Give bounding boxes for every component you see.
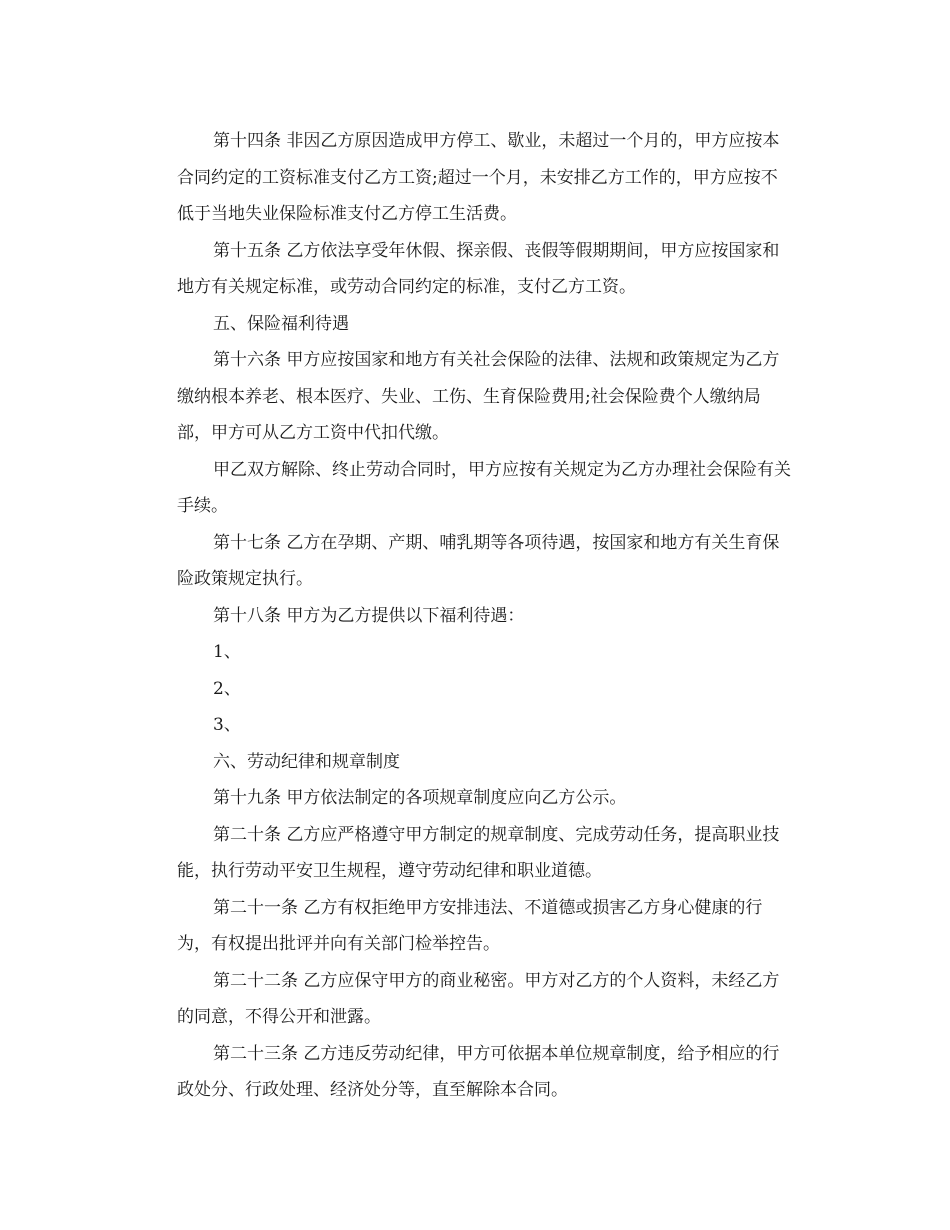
article-21 [141, 890, 821, 963]
text-line: 第十九条 甲方依法制定的各项规章制度应向乙方公示。 [213, 788, 627, 808]
text-line: 能，执行劳动平安卫生规程，遵守劳动纪律和职业道德。 [177, 861, 602, 881]
text-line: 第二十二条 乙方应保守甲方的商业秘密。甲方对乙方的个人资料，未经乙方 [213, 970, 780, 991]
article-23 [141, 1036, 821, 1109]
section-heading: 五、保险福利待遇 [213, 313, 349, 334]
text-line: 的同意，不得公开和泄露。 [177, 1007, 381, 1027]
article-20 [141, 817, 821, 890]
text-line: 甲乙双方解除、终止劳动合同时，甲方应按有关规定为乙方办理社会保险有关 [213, 459, 791, 480]
text-line: 第十五条 乙方依法享受年休假、探亲假、丧假等假期期间，甲方应按国家和 [213, 240, 780, 261]
text-line: 缴纳根本养老、根本医疗、失业、工伤、生育保险费用;社会保险费个人缴纳局 [177, 386, 761, 407]
article-16-continued [141, 452, 821, 525]
article-17 [141, 525, 821, 598]
text-line: 第十八条 甲方为乙方提供以下福利待遇： [213, 605, 525, 626]
article-19 [141, 780, 821, 817]
text-line: 第十六条 甲方应按国家和地方有关社会保险的法律、法规和政策规定为乙方 [213, 350, 780, 370]
list-item-1 [141, 634, 821, 671]
list-item-2 [141, 671, 821, 708]
text-line: 第二十条 乙方应严格遵守甲方制定的规章制度、完成劳动任务，提高职业技 [213, 824, 780, 845]
list-item: 1、 [213, 642, 241, 662]
section-heading-discipline [141, 744, 821, 781]
article-14 [141, 123, 821, 233]
text-line: 地方有关规定标准，或劳动合同约定的标准，支付乙方工资。 [177, 277, 636, 297]
list-item-3 [141, 707, 821, 744]
document-body [141, 123, 821, 1109]
text-line: 第二十一条 乙方有权拒绝甲方安排违法、不道德或损害乙方身心健康的行 [213, 897, 763, 918]
text-line: 第二十三条 乙方违反劳动纪律，甲方可依据本单位规章制度，给予相应的行 [213, 1043, 780, 1064]
article-15 [141, 233, 821, 306]
text-line: 政处分、行政处理、经济处分等，直至解除本合同。 [177, 1080, 568, 1100]
text-line: 险政策规定执行。 [177, 569, 313, 589]
list-item: 2、 [213, 678, 241, 699]
list-item: 3、 [213, 715, 241, 735]
text-line: 第十七条 乙方在孕期、产期、哺乳期等各项待遇，按国家和地方有关生育保 [213, 532, 780, 553]
article-16 [141, 342, 821, 452]
text-line: 部，甲方可从乙方工资中代扣代缴。 [177, 423, 449, 443]
article-18 [141, 598, 821, 635]
text-line: 手续。 [177, 496, 228, 516]
text-line: 为，有权提出批评并向有关部门检举控告。 [177, 934, 500, 954]
section-heading-insurance [141, 306, 821, 343]
text-line: 合同约定的工资标准支付乙方工资;超过一个月，未安排乙方工作的，甲方应按不 [177, 167, 778, 188]
section-heading: 六、劳动纪律和规章制度 [213, 751, 400, 772]
text-line: 低于当地失业保险标准支付乙方停工生活费。 [177, 204, 517, 224]
article-22 [141, 963, 821, 1036]
text-line: 第十四条 非因乙方原因造成甲方停工、歇业，未超过一个月的，甲方应按本 [213, 131, 780, 151]
